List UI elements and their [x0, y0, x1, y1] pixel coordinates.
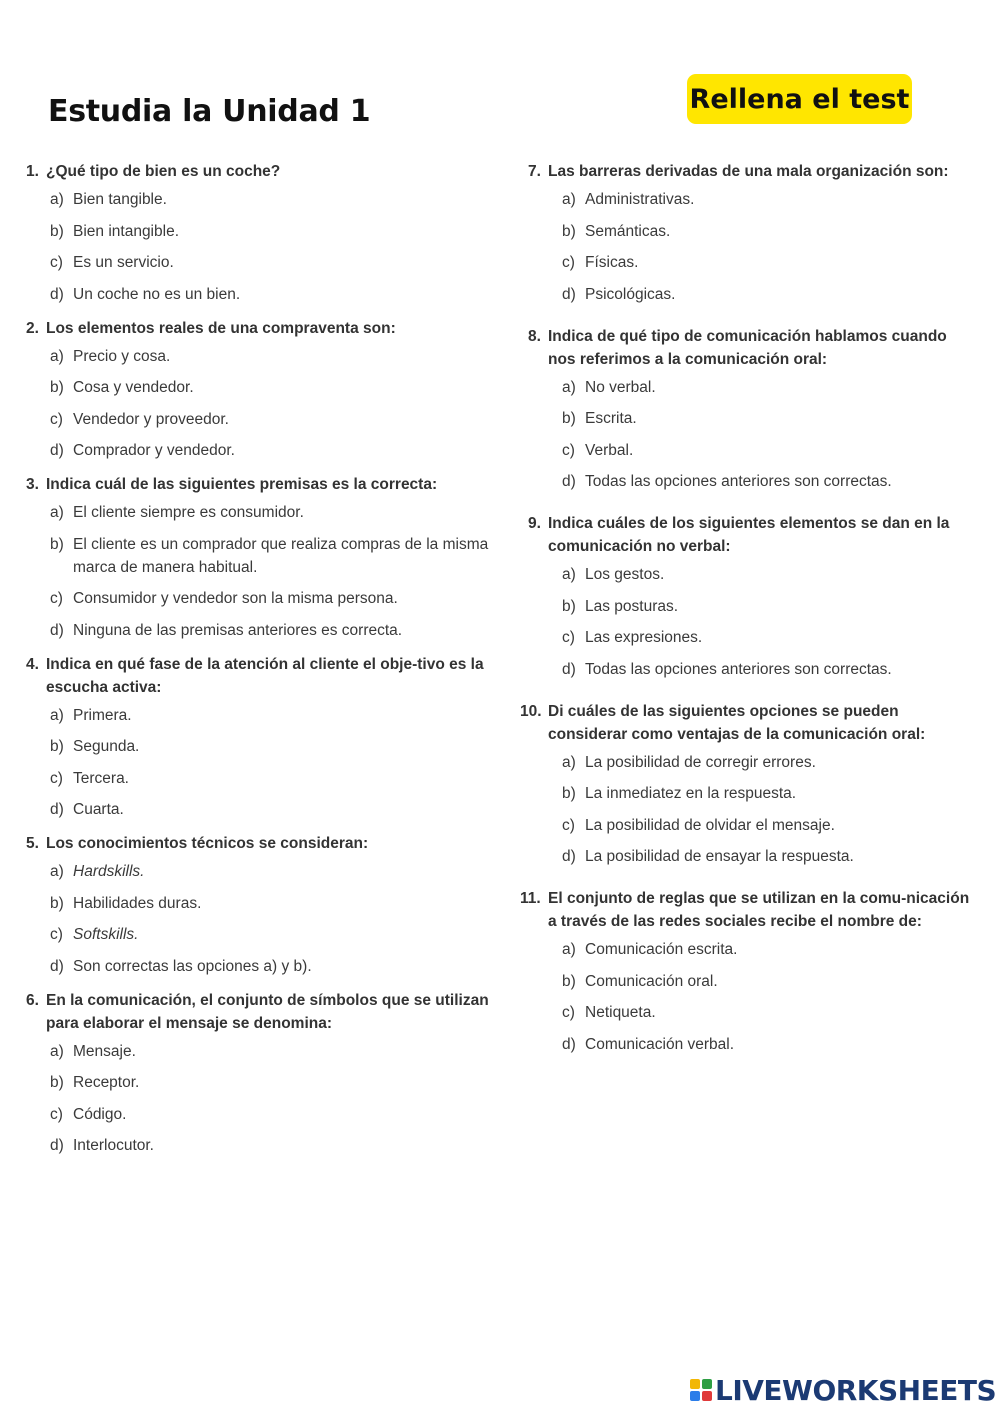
option-letter: b)	[562, 222, 576, 240]
question	[26, 160, 496, 306]
answer-option[interactable]	[50, 283, 496, 306]
option-list	[528, 376, 973, 494]
option-letter: c)	[50, 769, 63, 787]
option-text: Comprador y vendedor.	[73, 442, 235, 459]
answer-option[interactable]	[50, 376, 496, 399]
question-number: 10.	[520, 702, 542, 720]
question-number: 2.	[26, 319, 39, 337]
logo-text: LIVEWORKSHEETS	[715, 1373, 997, 1407]
option-letter: a)	[50, 347, 64, 365]
answer-option[interactable]	[562, 407, 973, 430]
liveworksheets-logo	[690, 1375, 996, 1405]
option-text: Verbal.	[585, 441, 634, 459]
question-text	[520, 700, 973, 746]
answer-option[interactable]	[50, 533, 496, 579]
question-number: 5.	[26, 835, 39, 852]
answer-option[interactable]	[50, 619, 496, 642]
answer-option[interactable]	[50, 1103, 496, 1126]
option-letter: b)	[562, 972, 576, 990]
answer-option[interactable]	[50, 798, 496, 821]
option-text: El cliente es un comprador que realiza compras de la misma marca de manera habitual.	[73, 535, 489, 576]
option-text: Cosa y vendedor.	[73, 379, 194, 396]
option-list	[528, 563, 973, 681]
answer-option[interactable]	[562, 188, 973, 211]
option-letter: a)	[562, 566, 576, 583]
question	[26, 653, 496, 822]
logo-square	[690, 1391, 700, 1401]
logo-square	[702, 1391, 712, 1401]
answer-option[interactable]	[50, 220, 496, 243]
option-letter: c)	[562, 816, 575, 834]
answer-option[interactable]	[50, 892, 496, 915]
option-letter: c)	[50, 254, 63, 271]
question	[520, 887, 973, 1056]
question-number: 11.	[520, 890, 541, 907]
option-text: Interlocutor.	[73, 1137, 154, 1154]
answer-option[interactable]	[562, 658, 973, 681]
option-list	[528, 751, 973, 869]
option-text: Todas las opciones anteriores son correctas.	[585, 473, 892, 490]
option-text: Las expresiones.	[585, 629, 703, 646]
answer-option[interactable]	[562, 938, 973, 961]
option-letter: c)	[562, 629, 575, 646]
option-letter: c)	[50, 1105, 63, 1123]
option-text: Bien tangible.	[73, 191, 167, 208]
answer-option[interactable]	[562, 782, 973, 805]
question-body: Las barreras derivadas de una mala organización son:	[548, 163, 949, 180]
option-letter: a)	[562, 378, 576, 396]
option-text: Es un servicio.	[73, 254, 174, 271]
option-letter: c)	[562, 254, 575, 271]
option-letter: a)	[562, 941, 576, 958]
question-number: 8.	[528, 327, 541, 345]
option-text: Son correctas las opciones a) y b).	[73, 957, 312, 975]
option-letter: c)	[562, 441, 575, 459]
answer-option[interactable]	[50, 439, 496, 462]
option-list	[528, 938, 973, 1056]
question-body: Indica cuáles de los siguientes elementos se dan en la comunicación no verbal:	[548, 515, 950, 555]
question-body: Indica en qué fase de la atención al cliente el obje-tivo es la escucha activa:	[46, 655, 484, 696]
answer-option[interactable]	[562, 970, 973, 993]
question-text	[528, 512, 973, 558]
question	[26, 832, 496, 978]
option-letter: b)	[562, 785, 576, 802]
option-letter: b)	[50, 894, 64, 912]
question-text	[26, 832, 496, 855]
option-letter: b)	[50, 379, 64, 396]
option-letter: a)	[50, 1042, 64, 1060]
option-list	[26, 188, 496, 306]
option-text: Softskills.	[73, 926, 139, 943]
option-text: Ninguna de las premisas anteriores es correcta.	[73, 621, 403, 639]
option-text: Administrativas.	[585, 191, 695, 208]
question-number: 4.	[26, 655, 39, 673]
option-text: El cliente siempre es consumidor.	[73, 504, 304, 521]
option-letter: d)	[50, 957, 64, 975]
questions-column-right	[520, 160, 973, 1075]
answer-option[interactable]	[50, 767, 496, 790]
option-list	[26, 345, 496, 463]
question	[520, 700, 973, 869]
option-letter: b)	[562, 597, 576, 615]
question-number: 9.	[528, 515, 541, 532]
answer-option[interactable]	[50, 501, 496, 524]
option-text: Bien intangible.	[73, 222, 179, 240]
option-text: Un coche no es un bien.	[73, 285, 241, 303]
answer-option[interactable]	[562, 595, 973, 618]
answer-option[interactable]	[50, 1071, 496, 1094]
answer-option[interactable]	[562, 376, 973, 399]
question-body: Di cuáles de las siguientes opciones se pueden considerar como ventajas de la comunicación oral:	[548, 702, 926, 743]
question-text	[528, 160, 973, 183]
option-letter: c)	[50, 410, 63, 428]
option-letter: a)	[50, 706, 64, 724]
option-text: Las posturas.	[585, 597, 679, 615]
option-text: Consumidor y vendedor son la misma persona.	[73, 590, 398, 607]
questions-column-left	[26, 160, 496, 1168]
question-body: Los elementos reales de una compraventa son:	[46, 319, 396, 337]
fill-test-badge: Rellena el test	[687, 74, 912, 124]
option-letter: b)	[50, 738, 64, 755]
question-text	[26, 160, 496, 183]
option-letter: b)	[50, 1074, 64, 1091]
answer-option[interactable]	[50, 704, 496, 727]
option-letter: d)	[50, 801, 64, 818]
question-text	[520, 887, 973, 933]
answer-option[interactable]	[562, 251, 973, 274]
answer-option[interactable]	[50, 1134, 496, 1157]
option-text: Semánticas.	[585, 222, 671, 240]
option-letter: a)	[50, 863, 64, 880]
option-text: Comunicación verbal.	[585, 1035, 735, 1053]
question	[528, 325, 973, 494]
option-text: Segunda.	[73, 738, 140, 755]
option-letter: c)	[50, 926, 63, 943]
answer-option[interactable]	[50, 188, 496, 211]
question	[26, 317, 496, 463]
answer-option[interactable]	[50, 923, 496, 946]
option-text: La posibilidad de ensayar la respuesta.	[585, 848, 854, 865]
option-list	[26, 704, 496, 822]
option-text: Psicológicas.	[585, 285, 676, 303]
logo-square	[702, 1379, 712, 1389]
option-list	[26, 1040, 496, 1158]
question-number: 1.	[26, 163, 39, 180]
option-letter: c)	[562, 1004, 575, 1021]
answer-option[interactable]	[562, 626, 973, 649]
option-text: Todas las opciones anteriores son correctas.	[585, 660, 892, 678]
answer-option[interactable]	[562, 283, 973, 306]
question-text	[528, 325, 973, 371]
answer-option[interactable]	[562, 439, 973, 462]
option-text: Comunicación escrita.	[585, 941, 738, 958]
option-list	[528, 188, 973, 306]
answer-option[interactable]	[50, 1040, 496, 1063]
option-text: Mensaje.	[73, 1042, 136, 1060]
answer-option[interactable]	[50, 251, 496, 274]
option-text: Primera.	[73, 706, 132, 724]
option-letter: b)	[562, 410, 576, 427]
option-letter: c)	[50, 590, 63, 607]
option-letter: d)	[50, 442, 64, 459]
option-text: La posibilidad de olvidar el mensaje.	[585, 816, 835, 834]
question-number: 6.	[26, 991, 39, 1009]
question	[26, 989, 496, 1158]
answer-option[interactable]	[562, 751, 973, 774]
option-list	[26, 860, 496, 978]
question-text	[26, 653, 496, 699]
answer-option[interactable]	[562, 814, 973, 837]
answer-option[interactable]	[562, 470, 973, 493]
question	[528, 512, 973, 681]
question-text	[26, 317, 496, 340]
option-letter: d)	[50, 1137, 64, 1154]
answer-option[interactable]	[562, 1033, 973, 1056]
question	[26, 473, 496, 642]
option-letter: a)	[50, 504, 64, 521]
option-text: Habilidades duras.	[73, 894, 202, 912]
question-body: Indica cuál de las siguientes premisas es la correcta:	[46, 476, 438, 493]
question	[528, 160, 973, 306]
answer-option[interactable]	[50, 735, 496, 758]
liveworksheets-logo-icon	[690, 1379, 712, 1401]
page-title: Estudia la Unidad 1	[48, 94, 371, 129]
option-letter: d)	[562, 285, 576, 303]
option-text: Hardskills.	[73, 863, 145, 880]
option-text: Vendedor y proveedor.	[73, 410, 229, 428]
question-body: ¿Qué tipo de bien es un coche?	[46, 163, 281, 180]
option-letter: d)	[562, 1035, 576, 1053]
question-body: El conjunto de reglas que se utilizan en la comu-nicación a través de las redes sociales recibe el nombre de:	[548, 890, 970, 930]
option-text: Físicas.	[585, 254, 639, 271]
option-letter: b)	[50, 535, 64, 553]
answer-option[interactable]	[50, 345, 496, 368]
option-letter: d)	[50, 285, 64, 303]
option-letter: d)	[562, 473, 576, 490]
question-body: Los conocimientos técnicos se consideran:	[46, 835, 369, 852]
answer-option[interactable]	[50, 587, 496, 610]
answer-option[interactable]	[562, 563, 973, 586]
question-number: 7.	[528, 163, 541, 180]
answer-option[interactable]	[50, 955, 496, 978]
option-text: Código.	[73, 1105, 127, 1123]
option-text: Netiqueta.	[585, 1004, 656, 1021]
question-body: Indica de qué tipo de comunicación hablamos cuando nos referimos a la comunicación oral:	[548, 327, 947, 368]
question-text	[26, 989, 496, 1035]
option-list	[26, 501, 496, 642]
option-letter: a)	[50, 191, 64, 208]
option-text: Escrita.	[585, 410, 637, 427]
option-letter: d)	[562, 660, 576, 678]
answer-option[interactable]	[562, 220, 973, 243]
option-letter: b)	[50, 222, 64, 240]
question-text	[26, 473, 496, 496]
option-text: Receptor.	[73, 1074, 140, 1091]
option-text: Precio y cosa.	[73, 347, 171, 365]
option-letter: d)	[50, 621, 64, 639]
question-body: En la comunicación, el conjunto de símbolos que se utilizan para elaborar el mensaje se denomina:	[46, 991, 489, 1032]
question-number: 3.	[26, 476, 39, 493]
answer-option[interactable]	[562, 1001, 973, 1024]
logo-square	[690, 1379, 700, 1389]
option-letter: d)	[562, 848, 576, 865]
option-text: Comunicación oral.	[585, 972, 718, 990]
option-letter: a)	[562, 191, 576, 208]
option-letter: a)	[562, 753, 576, 771]
answer-option[interactable]	[50, 408, 496, 431]
option-text: Tercera.	[73, 769, 129, 787]
option-text: No verbal.	[585, 378, 656, 396]
answer-option[interactable]	[50, 860, 496, 883]
option-text: La inmediatez en la respuesta.	[585, 785, 797, 802]
answer-option[interactable]	[562, 845, 973, 868]
option-text: La posibilidad de corregir errores.	[585, 753, 816, 771]
option-text: Cuarta.	[73, 801, 124, 818]
option-text: Los gestos.	[585, 566, 665, 583]
